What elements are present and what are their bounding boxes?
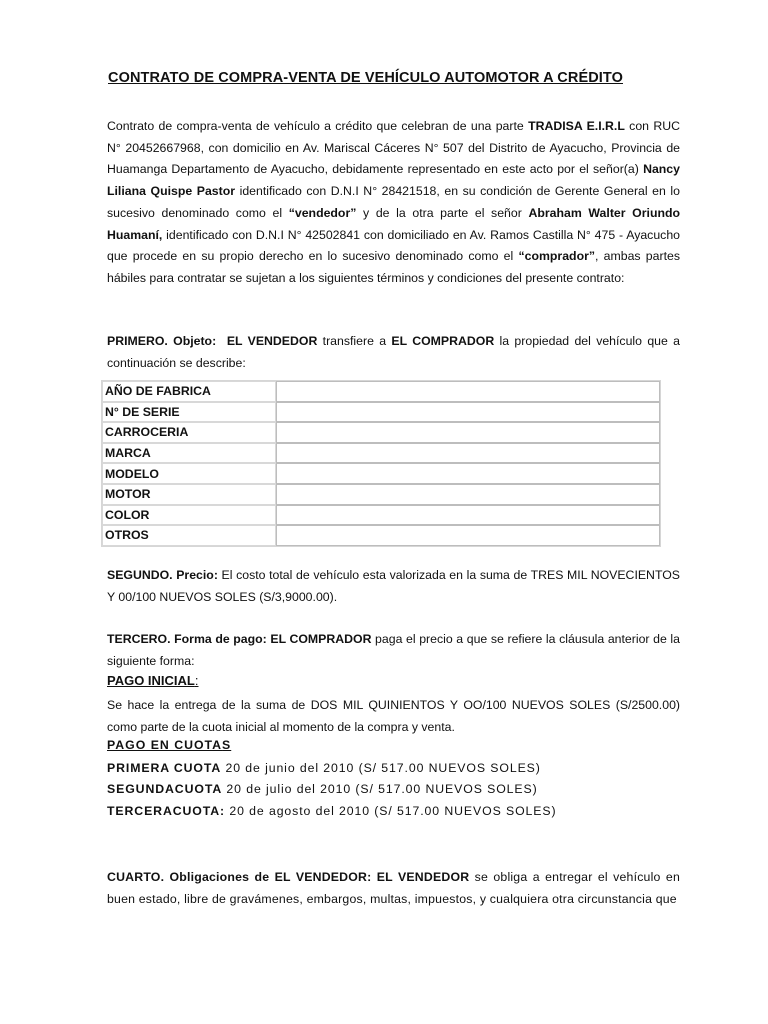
vendedor-term: “vendedor”: [288, 205, 357, 220]
vehicle-field-label: N° DE SERIE: [102, 402, 276, 423]
vehicle-table-row: [102, 443, 660, 464]
installment-row: [107, 782, 538, 796]
pago-inicial-heading: [107, 673, 199, 688]
vehicle-field-value: [276, 463, 660, 484]
vehicle-field-label: MARCA: [102, 443, 276, 464]
clause-cuarto: [107, 867, 680, 910]
intro-text-6: , ambas partes hábiles para contratar se sujetan a los siguientes términos y condiciones del presente contrato:: [107, 249, 680, 285]
vehicle-field-label: COLOR: [102, 505, 276, 526]
pago-inicial-colon: :: [194, 673, 199, 688]
clause-tercero: [107, 629, 680, 672]
vehicle-field-label: CARROCERIA: [102, 422, 276, 443]
pago-cuotas-heading-suffix: S: [222, 738, 232, 752]
vehicle-field-value: [276, 484, 660, 505]
vehicle-table-row: [102, 484, 660, 505]
cuarto-heading: CUARTO. Obligaciones de EL VENDEDOR:: [107, 870, 372, 884]
representative-name: Nancy Liliana Quispe Pastor: [107, 162, 680, 199]
vehicle-table-row: [102, 463, 660, 484]
pago-inicial-heading-text: PAGO INICIAL: [107, 673, 195, 688]
clause-segundo: [107, 565, 680, 608]
primero-text-2: la propiedad del vehículo que a continuación se describe:: [107, 334, 680, 370]
primero-heading: PRIMERO. Objeto:: [107, 334, 217, 348]
vehicle-table-row: [102, 402, 660, 423]
primero-text-1: transfiere a: [317, 334, 392, 348]
intro-text-5: identificado con D.N.I N° 42502841 con domiciliado en Av. Ramos Castilla N° 475 - Ayacucho que procede en su propio derecho en lo sucesivo denominado como el: [107, 227, 680, 264]
pago-cuotas-heading: [107, 738, 231, 752]
cuarto-vendedor: EL VENDEDOR: [371, 870, 470, 884]
buyer-name: Abraham Walter Oriundo Huamaní,: [107, 205, 680, 242]
vehicle-field-value: [276, 422, 660, 443]
segundo-heading: SEGUNDO. Precio:: [107, 568, 218, 582]
primero-comprador: EL COMPRADOR: [391, 334, 495, 348]
cuarto-text: se obliga a entregar el vehículo en buen estado, libre de gravámenes, embargos, multas, impuestos, y cualquiera otra circunstancia que: [107, 870, 680, 906]
pago-cuotas-heading-text: PAGO EN CUOTA: [107, 738, 223, 752]
installment-label: PRIMERA CUOTA: [107, 761, 222, 775]
intro-text-4: y de la otra parte el señor: [356, 205, 529, 220]
vehicle-details-table: [101, 380, 661, 547]
vehicle-field-value: [276, 443, 660, 464]
tercero-comprador: EL COMPRADOR: [266, 632, 372, 646]
pago-inicial-text: Se hace la entrega de la suma de DOS MIL QUINIENTOS Y OO/100 NUEVOS SOLES (S/2500.00) como parte de la cuota inicial al momento de la compra y venta.: [107, 698, 680, 734]
tercero-text: paga el precio a que se refiere la cláusula anterior de la siguiente forma:: [107, 632, 680, 668]
intro-text-2: con RUC N° 20452667968, con domicilio en Av. Mariscal Cáceres N° 507 del Distrito de Ayacucho, Provincia de Huamanga Departamento de Ayacucho, debidamente representado en este acto por el señor(a): [107, 119, 680, 177]
comprador-term: “comprador”: [518, 249, 596, 264]
tercero-heading: TERCERO. Forma de pago:: [107, 632, 267, 646]
vehicle-field-label: MOTOR: [102, 484, 276, 505]
intro-paragraph: [107, 116, 680, 290]
vehicle-field-value: [276, 402, 660, 423]
installment-row: [107, 804, 557, 818]
installment-detail: 20 de junio del 2010 (S/ 517.00 NUEVOS SOLES): [221, 761, 541, 775]
vehicle-table-row: [102, 505, 660, 526]
vehicle-field-value: [276, 525, 660, 546]
installment-label: SEGUNDACUOTA: [107, 782, 223, 796]
vehicle-table-row: [102, 525, 660, 546]
primero-vendedor: EL VENDEDOR: [226, 334, 318, 348]
installment-detail: 20 de julio del 2010 (S/ 517.00 NUEVOS SOLES): [222, 782, 538, 796]
installment-label: TERCERACUOTA:: [107, 804, 226, 818]
vehicle-table-row: [102, 381, 660, 402]
vehicle-field-label: AÑO DE FABRICA: [102, 381, 276, 402]
company-name: TRADISA E.I.R.L: [528, 119, 625, 133]
vehicle-table-row: [102, 422, 660, 443]
intro-text-3: identificado con D.N.I N° 28421518, en su condición de Gerente General en lo sucesivo denominado como el: [107, 184, 680, 220]
document-title: CONTRATO DE COMPRA-VENTA DE VEHÍCULO AUTOMOTOR A CRÉDITO: [108, 70, 623, 86]
segundo-text: El costo total de vehículo esta valorizada en la suma de TRES MIL NOVECIENTOS Y 00/100 NUEVOS SOLES (S/3,9000.00).: [107, 568, 680, 604]
installment-detail: 20 de agosto del 2010 (S/ 517.00 NUEVOS SOLES): [225, 804, 557, 818]
vehicle-field-label: OTROS: [102, 525, 276, 546]
vehicle-field-value: [276, 505, 660, 526]
vehicle-field-value: [276, 381, 660, 402]
clause-primero: [107, 330, 680, 374]
vehicle-field-label: MODELO: [102, 463, 276, 484]
intro-text-1: Contrato de compra-venta de vehículo a crédito que celebran de una parte: [107, 119, 529, 133]
installment-row: [107, 761, 541, 775]
